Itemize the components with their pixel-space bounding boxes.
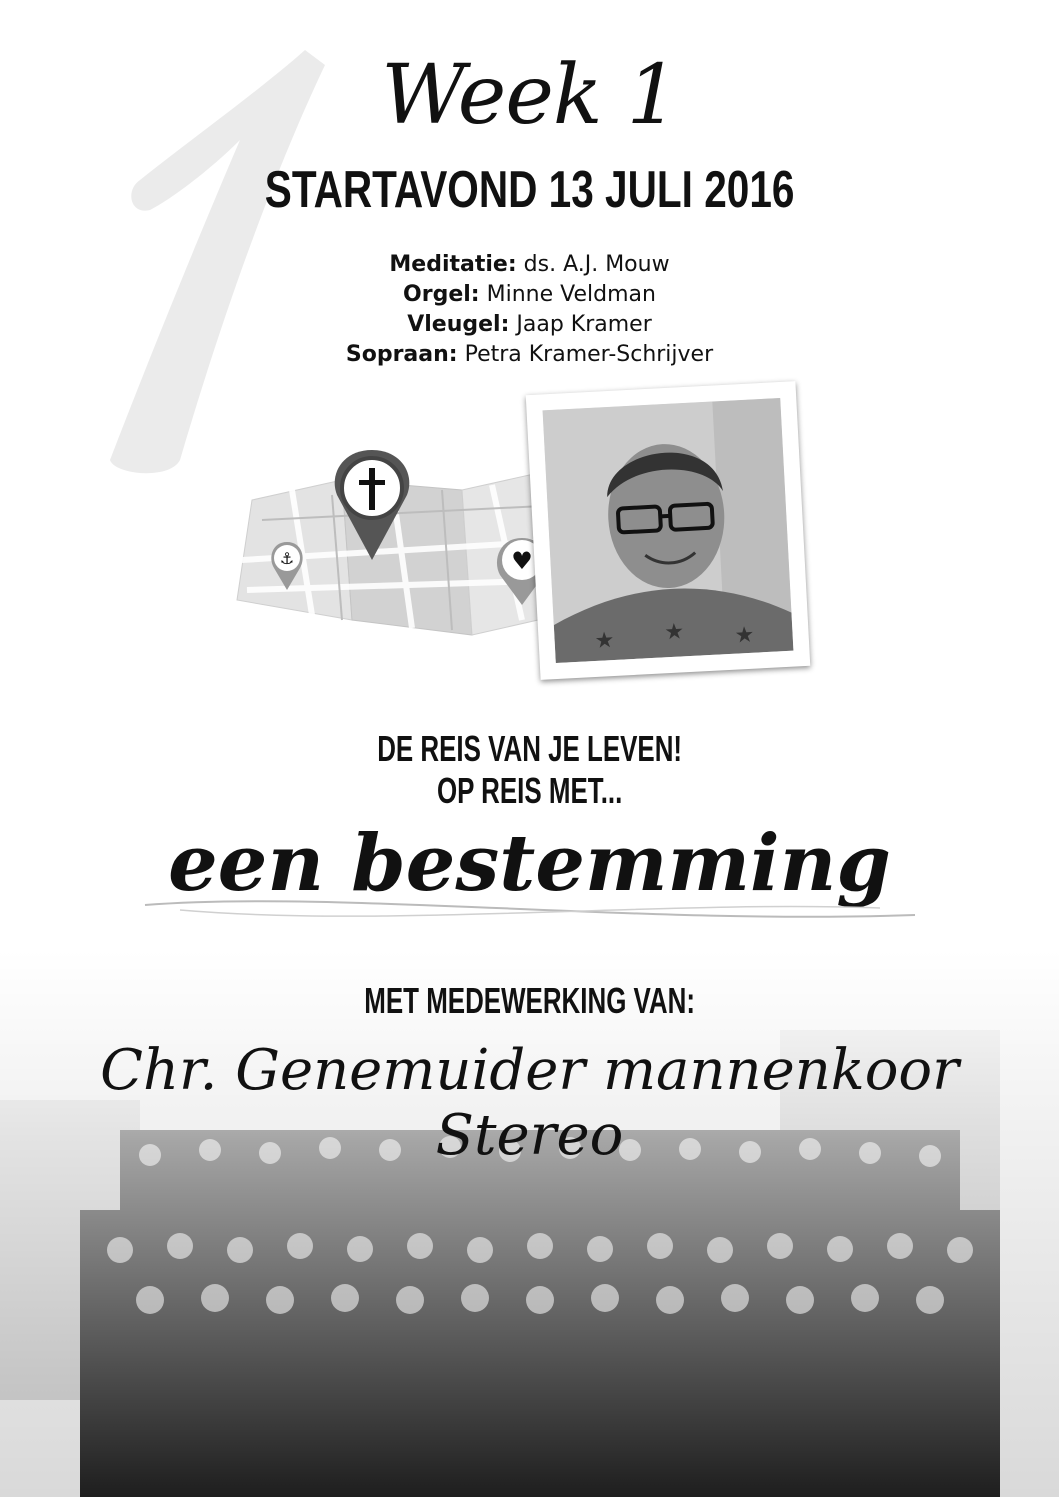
destination-title: een bestemming [168, 818, 891, 909]
week-title: Week 1 [381, 48, 678, 143]
portrait-photo-frame [526, 381, 811, 680]
svg-text:★: ★ [663, 619, 685, 646]
credit-line: Orgel: Minne Veldman [403, 282, 656, 307]
slogan-line-1: DE REIS VAN JE LEVEN! [377, 728, 683, 769]
svg-text:★: ★ [594, 627, 616, 654]
choir-name: Chr. Genemuider mannenkoor Stereo [100, 1038, 959, 1168]
slogan [148, 728, 910, 812]
portrait-photo [543, 398, 794, 663]
slogan-line-2: OP REIS MET... [436, 770, 623, 811]
credit-line: Vleugel: Jaap Kramer [407, 312, 652, 337]
svg-text:♥: ♥ [511, 547, 533, 575]
decorative-swoosh [140, 880, 920, 930]
credit-line: Sopraan: Petra Kramer-Schrijver [345, 342, 714, 367]
cooperation-heading: MET MEDEWERKING VAN: [364, 980, 695, 1021]
credits-list [0, 250, 1059, 370]
event-subtitle: STARTAVOND 13 JULI 2016 [264, 161, 795, 219]
credit-line: Meditatie: ds. A.J. Mouw [389, 252, 670, 277]
svg-text:★: ★ [733, 622, 755, 649]
svg-text:⚓: ⚓ [279, 549, 295, 568]
choir-group-photo [0, 950, 1059, 1497]
